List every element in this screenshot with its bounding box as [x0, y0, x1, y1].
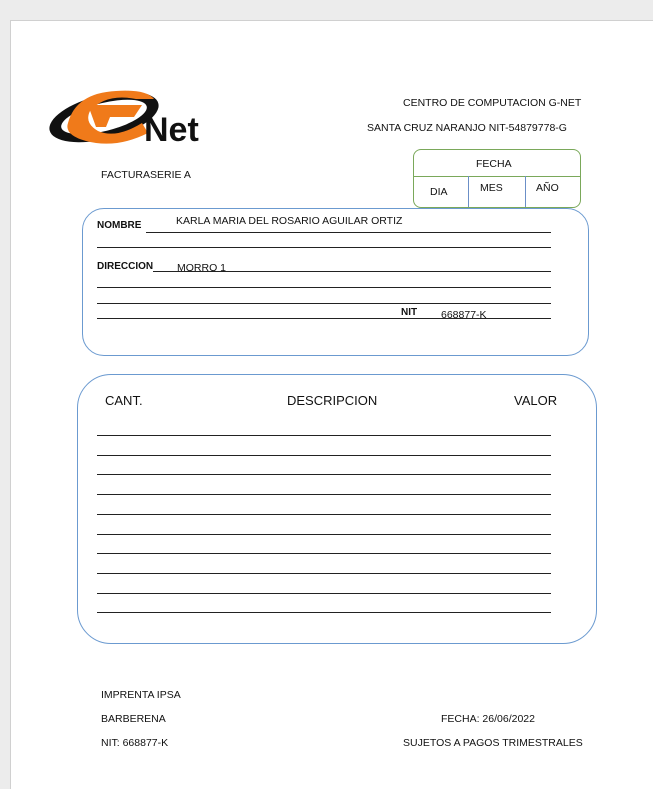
item-line — [97, 455, 551, 456]
item-line — [97, 474, 551, 475]
date-year-label: AÑO — [536, 182, 559, 194]
footer-tax-note: SUJETOS A PAGOS TRIMESTRALES — [403, 737, 583, 749]
footer-printer: IMPRENTA IPSA — [101, 689, 181, 701]
date-box — [413, 149, 581, 208]
column-header-description: DESCRIPCION — [287, 393, 378, 408]
client-nit: 668877-K — [441, 309, 487, 321]
date-title: FECHA — [476, 158, 512, 170]
item-line — [97, 534, 551, 535]
invoice-series: FACTURASERIE A — [101, 169, 191, 181]
client-name: KARLA MARIA DEL ROSARIO AGUILAR ORTIZ — [176, 215, 403, 227]
footer-city: BARBERENA — [101, 713, 166, 725]
svg-text:Net: Net — [144, 111, 199, 149]
item-line — [97, 435, 551, 436]
item-line — [97, 593, 551, 594]
gnet-logo — [46, 83, 266, 151]
invoice-page — [10, 20, 653, 789]
item-line — [97, 612, 551, 613]
name-label: NOMBRE — [97, 220, 142, 231]
item-line — [97, 573, 551, 574]
footer-date: FECHA: 26/06/2022 — [441, 713, 535, 725]
item-line — [97, 514, 551, 515]
client-address: MORRO 1 — [177, 262, 227, 274]
item-line — [97, 494, 551, 495]
footer-nit: NIT: 668877-K — [101, 737, 169, 749]
items-box — [77, 374, 597, 644]
item-line — [97, 553, 551, 554]
company-name: CENTRO DE COMPUTACION G-NET — [403, 97, 582, 109]
column-header-value: VALOR — [514, 393, 558, 408]
client-info-box — [82, 208, 589, 356]
address-label: DIRECCION — [97, 261, 154, 272]
company-address-nit: SANTA CRUZ NARANJO NIT-54879778-G — [367, 122, 567, 134]
column-header-qty: CANT. — [105, 393, 143, 408]
date-day-label: DIA — [430, 186, 448, 198]
date-month-label: MES — [480, 182, 503, 194]
nit-label: NIT — [401, 307, 418, 318]
